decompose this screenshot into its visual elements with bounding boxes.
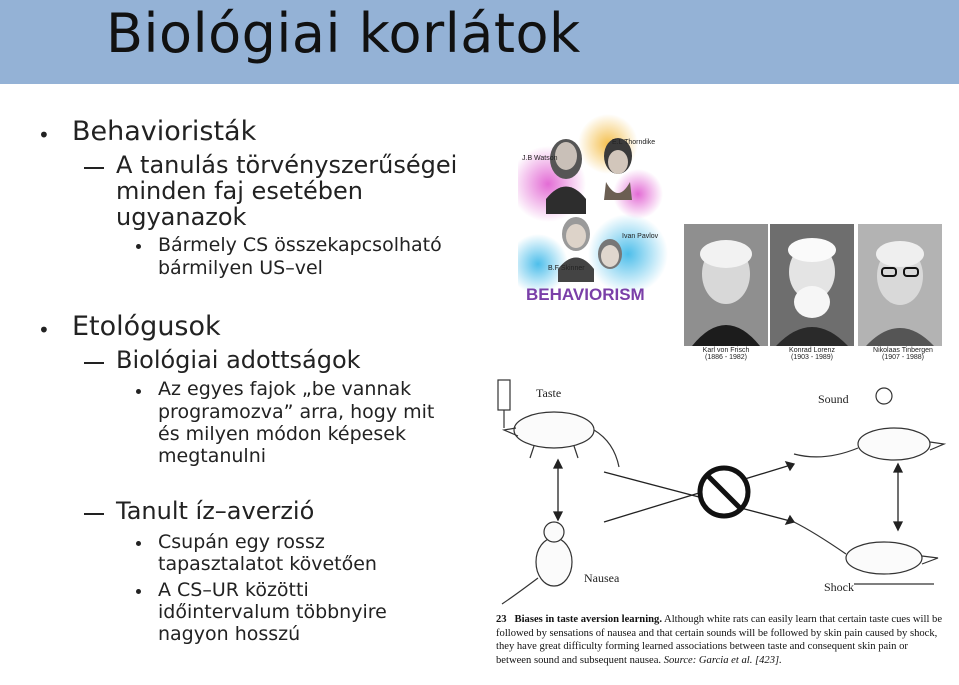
point-line: Az egyes fajok „be vannak: [158, 378, 412, 400]
bullet-dot: •: [38, 318, 50, 342]
diagram-label-taste: Taste: [536, 386, 562, 400]
behaviorism-word: BEHAVIORISM: [526, 285, 645, 304]
portrait-caption: [770, 347, 854, 361]
sub-item-line: ugyanazok: [116, 203, 247, 231]
rat-shock-icon: [794, 522, 938, 584]
slide-title: Biológiai korlátok: [106, 2, 581, 65]
portrait-art: [770, 224, 854, 346]
bullet-dot: •: [38, 123, 50, 147]
portrait-lorenz: [770, 224, 854, 346]
bullet-dot: [136, 244, 141, 249]
diagram-label-shock: Shock: [824, 580, 854, 594]
rat-taste-icon: [504, 412, 619, 467]
point-line: és milyen módon képesek: [158, 423, 406, 445]
point-line: bármilyen US–vel: [158, 257, 323, 279]
water-bottle-icon: [498, 380, 510, 410]
bullet-dot: [136, 589, 141, 594]
portrait-tinbergen: [858, 224, 942, 346]
portrait-art: [858, 224, 942, 346]
caption-heading: Biases in taste aversion learning.: [514, 614, 662, 625]
point-line: A CS–UR közötti: [158, 579, 309, 601]
item-behavioristak: Behavioristák: [72, 116, 257, 147]
sub-item-line: A tanulás törvényszerűségei: [116, 151, 458, 179]
point-line: Csupán egy rossz: [158, 531, 325, 553]
behaviorism-name-label: E.L Thorndike: [612, 139, 656, 146]
dash-marker: [84, 362, 104, 364]
portrait-years: (1886 - 1982): [704, 354, 748, 361]
rat-nausea-icon: [502, 522, 572, 604]
diagram-label-sound: Sound: [818, 392, 849, 406]
point-line: programozva” arra, hogy mit: [158, 401, 435, 423]
dash-marker: [84, 513, 104, 515]
portrait-name: Karl von Frisch: [702, 347, 750, 354]
portrait-frisch: [684, 224, 768, 346]
portrait-name: Konrad Lorenz: [789, 347, 835, 354]
dash-marker: [84, 167, 104, 169]
bullet-dot: [136, 389, 141, 394]
point-line: nagyon hosszú: [158, 623, 301, 645]
figure-caption: [496, 613, 944, 667]
point-line: időintervalum többnyire: [158, 601, 387, 623]
portrait-caption: [684, 347, 768, 361]
bullet-dot: [136, 541, 141, 546]
point-line: tapasztalatot követően: [158, 553, 377, 575]
behaviorism-art: [518, 104, 668, 312]
sub-item-line: Tanult íz–averzió: [116, 497, 315, 525]
sub-item-line: minden faj esetében: [116, 177, 363, 205]
portrait-name: Nikolaas Tinbergen: [873, 347, 933, 354]
portrait-years: (1907 - 1988): [881, 354, 925, 361]
behaviorism-name-label: J.B Watson: [522, 155, 558, 162]
item-etologusok: Etológusok: [72, 311, 221, 342]
caption-body: Although white rats can easily learn that certain taste cues will be followed by sensations of nausea and that certain sounds will be followed by skin pain caused by shock, they have great difficulty forming learned associations between taste and consequent skin pain or between sound and subsequent nausea.: [496, 614, 943, 666]
point-line: megtanulni: [158, 445, 267, 467]
behaviorism-name-label: Ivan Pavlov: [622, 233, 659, 240]
portrait-years: (1903 - 1989): [790, 354, 834, 361]
behaviorism-name-label: B.F Skinner: [548, 265, 585, 272]
taste-aversion-diagram: [494, 372, 956, 610]
rat-sound-icon: [794, 388, 944, 460]
portrait-caption: [858, 347, 948, 361]
prohibited-icon: [700, 468, 748, 516]
diagram-label-nausea: Nausea: [584, 571, 620, 585]
caption-source: Source: Garcia et al. [423].: [663, 654, 782, 666]
point-line: Bármely CS összekapcsolható: [158, 234, 442, 256]
behaviorism-collage: [518, 104, 668, 312]
caption-number: 23: [496, 614, 507, 625]
sub-item-line: Biológiai adottságok: [116, 346, 361, 374]
portrait-art: [684, 224, 768, 346]
